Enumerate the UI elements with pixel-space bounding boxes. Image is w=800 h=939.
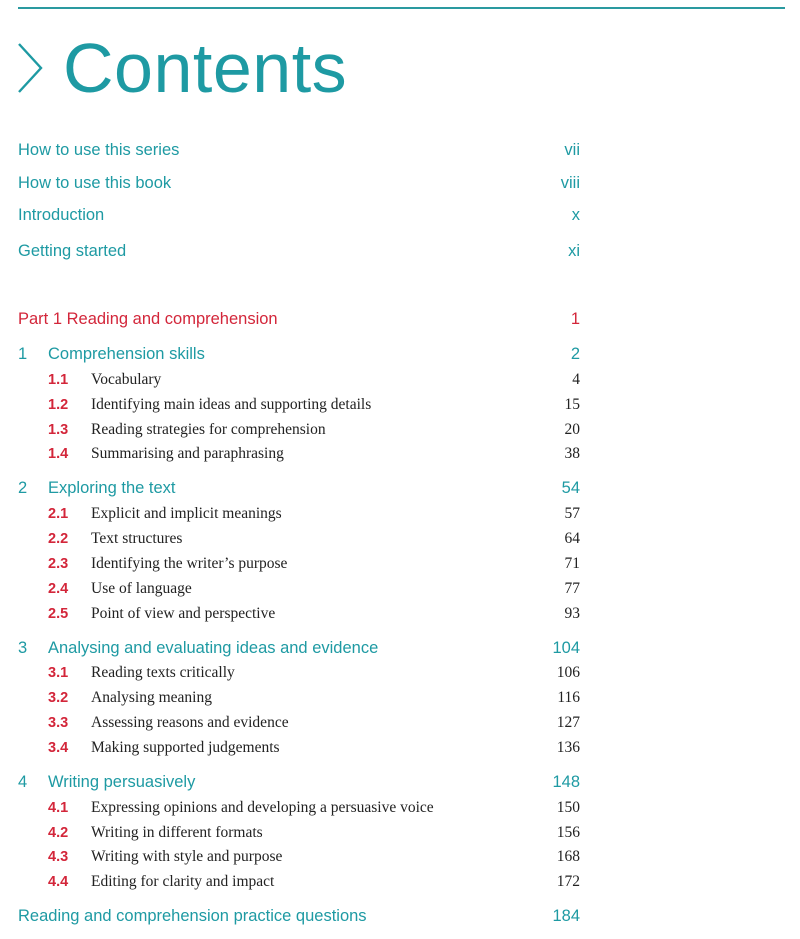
- toc-section[interactable]: [18, 502, 580, 526]
- toc-section[interactable]: [18, 577, 580, 601]
- section-number: 3.2: [48, 690, 69, 706]
- section-page: 150: [556, 799, 580, 816]
- top-rule: [18, 7, 785, 9]
- entry-label: Getting started: [18, 242, 127, 260]
- toc-chapter[interactable]: [18, 636, 580, 660]
- part-label: Part 1 Reading and comprehension: [18, 310, 278, 328]
- chapter-label: Exploring the text: [48, 479, 176, 497]
- chapter-number: 4: [18, 773, 28, 791]
- section-page: 15: [564, 396, 580, 413]
- section-page: 136: [556, 739, 580, 756]
- section-label: Summarising and paraphrasing: [91, 445, 284, 462]
- section-number: 4.3: [48, 849, 69, 865]
- chapter-number: 3: [18, 639, 28, 657]
- section-label: Vocabulary: [91, 371, 162, 388]
- section-number: 2.2: [48, 531, 69, 547]
- chapter-number: 1: [18, 345, 28, 363]
- toc-section[interactable]: [18, 602, 580, 626]
- section-page: 38: [564, 445, 580, 462]
- section-page: 172: [556, 873, 580, 890]
- entry-page: x: [571, 206, 580, 224]
- section-number: 2.1: [48, 506, 69, 522]
- toc-section[interactable]: [18, 393, 580, 417]
- toc-practice-entry[interactable]: [18, 904, 580, 928]
- section-number: 2.5: [48, 606, 69, 622]
- section-number: 3.1: [48, 665, 69, 681]
- toc-chapter[interactable]: [18, 476, 580, 500]
- section-number: 3.4: [48, 740, 69, 756]
- toc-section[interactable]: [18, 870, 580, 894]
- section-number: 1.1: [48, 372, 69, 388]
- entry-label: How to use this book: [18, 174, 172, 192]
- section-label: Editing for clarity and impact: [91, 873, 275, 890]
- section-page: 71: [564, 555, 580, 572]
- section-number: 4.2: [48, 825, 69, 841]
- toc-chapter[interactable]: [18, 342, 580, 366]
- section-number: 1.3: [48, 422, 69, 438]
- toc-entry-front[interactable]: [18, 171, 580, 195]
- section-page: 127: [556, 714, 580, 731]
- entry-label: Introduction: [18, 206, 105, 224]
- section-page: 20: [564, 421, 580, 438]
- section-number: 2.4: [48, 581, 69, 597]
- toc-section[interactable]: [18, 418, 580, 442]
- section-page: 116: [557, 689, 580, 706]
- toc-section[interactable]: [18, 711, 580, 735]
- section-label: Writing in different formats: [91, 824, 263, 841]
- section-label: Analysing meaning: [91, 689, 212, 706]
- chapter-label: Writing persuasively: [48, 773, 196, 791]
- section-label: Text structures: [91, 530, 183, 547]
- toc-entry-front[interactable]: [18, 138, 580, 162]
- toc-section[interactable]: [18, 442, 580, 466]
- toc-section[interactable]: [18, 661, 580, 685]
- section-label: Identifying the writer’s purpose: [91, 555, 288, 572]
- toc-section[interactable]: [18, 527, 580, 551]
- practice-label: Reading and comprehension practice questions: [18, 907, 367, 925]
- toc-section[interactable]: [18, 845, 580, 869]
- section-number: 2.3: [48, 556, 69, 572]
- chapter-page: 54: [561, 479, 580, 497]
- toc-part-heading[interactable]: [18, 307, 580, 331]
- section-number: 4.1: [48, 800, 69, 816]
- entry-page: vii: [564, 141, 580, 159]
- chapter-label: Analysing and evaluating ideas and evidence: [48, 639, 379, 657]
- chapter-number: 2: [18, 479, 28, 497]
- section-page: 106: [556, 664, 580, 681]
- toc-section[interactable]: [18, 686, 580, 710]
- chapter-label: Comprehension skills: [48, 345, 205, 363]
- section-page: 4: [572, 371, 580, 388]
- section-page: 168: [556, 848, 580, 865]
- section-label: Identifying main ideas and supporting details: [91, 396, 372, 413]
- section-label: Reading texts critically: [91, 664, 235, 681]
- entry-page: viii: [560, 174, 580, 192]
- section-number: 4.4: [48, 874, 69, 890]
- section-label: Explicit and implicit meanings: [91, 505, 282, 522]
- section-page: 93: [564, 605, 580, 622]
- toc-chapter[interactable]: [18, 770, 580, 794]
- chevron-right-icon: [16, 42, 44, 94]
- section-label: Expressing opinions and developing a persuasive voice: [91, 799, 434, 816]
- toc-section[interactable]: [18, 796, 580, 820]
- toc-section[interactable]: [18, 552, 580, 576]
- page-title: Contents: [63, 29, 348, 107]
- section-label: Use of language: [91, 580, 192, 597]
- part-page: 1: [570, 310, 580, 328]
- chapter-page: 104: [552, 639, 580, 657]
- section-label: Assessing reasons and evidence: [91, 714, 289, 731]
- toc-section[interactable]: [18, 736, 580, 760]
- entry-page: xi: [568, 242, 580, 260]
- section-label: Making supported judgements: [91, 739, 280, 756]
- chapter-page: 148: [552, 773, 580, 791]
- toc-entry-front[interactable]: [18, 239, 580, 263]
- section-page: 156: [556, 824, 580, 841]
- toc-section[interactable]: [18, 368, 580, 392]
- section-page: 64: [564, 530, 580, 547]
- section-number: 1.2: [48, 397, 69, 413]
- section-label: Writing with style and purpose: [91, 848, 283, 865]
- section-label: Reading strategies for comprehension: [91, 421, 326, 438]
- section-number: 3.3: [48, 715, 69, 731]
- toc-entry-front[interactable]: [18, 203, 580, 227]
- entry-label: How to use this series: [18, 141, 180, 159]
- section-number: 1.4: [48, 446, 69, 462]
- chapter-page: 2: [570, 345, 580, 363]
- section-label: Point of view and perspective: [91, 605, 276, 622]
- section-page: 57: [564, 505, 580, 522]
- toc-section[interactable]: [18, 821, 580, 845]
- section-page: 77: [564, 580, 580, 597]
- practice-page: 184: [552, 907, 580, 925]
